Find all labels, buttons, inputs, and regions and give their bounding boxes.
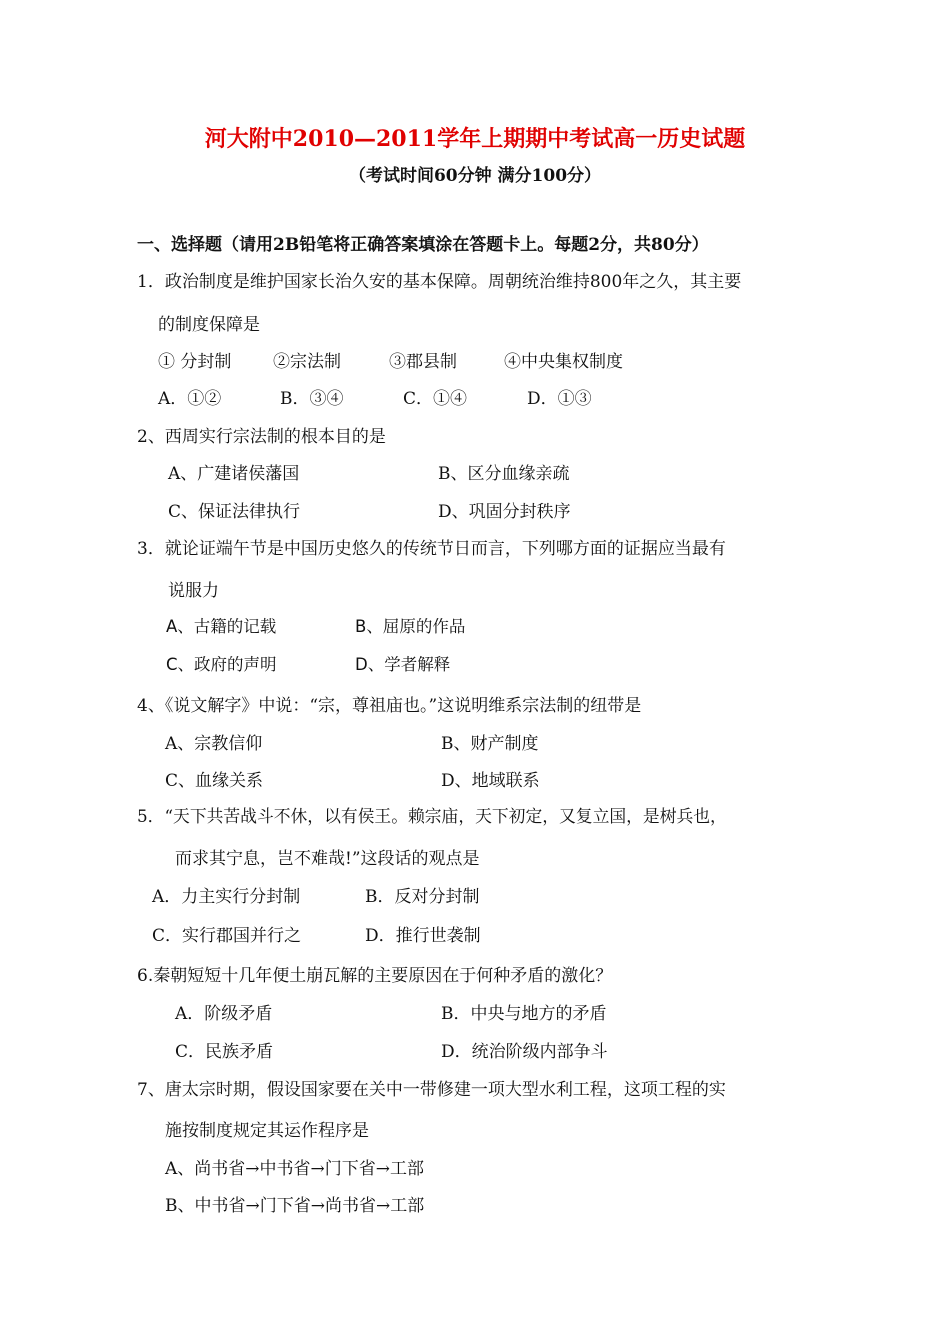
q5-option-b: B．反对分封制 <box>365 887 480 907</box>
q1-item-3: ③郡县制 <box>389 352 457 372</box>
q2-option-c: C、保证法律执行 <box>168 502 301 522</box>
q1-item-4: ④中央集权制度 <box>504 352 623 372</box>
q6-option-d: D．统治阶级内部争斗 <box>441 1042 608 1062</box>
q3-option-a: A、古籍的记载 <box>166 617 277 636</box>
q1-option-c: C．①④ <box>403 389 468 409</box>
q6-option-b: B．中央与地方的矛盾 <box>441 1004 607 1024</box>
q6-option-a: A．阶级矛盾 <box>175 1004 273 1024</box>
q2-option-a: A、广建诸侯藩国 <box>168 464 300 484</box>
q5-option-a: A．力主实行分封制 <box>152 887 301 907</box>
q7-stem-line2: 施按制度规定其运作程序是 <box>165 1121 369 1141</box>
q1-item-1: ① 分封制 <box>158 352 232 372</box>
q1-option-a: A．①② <box>158 389 222 409</box>
q6-option-c: C．民族矛盾 <box>175 1042 274 1062</box>
exam-subtitle: （考试时间60分钟 满分100分） <box>348 166 602 186</box>
q2-option-d: D、巩固分封秩序 <box>438 502 571 522</box>
q7-stem-line1: 7、唐太宗时期，假设国家要在关中一带修建一项大型水利工程，这项工程的实 <box>137 1080 726 1100</box>
q3-stem-line2: 说服力 <box>168 581 219 601</box>
q1-option-d: D．①③ <box>527 389 592 409</box>
section-heading: 一、选择题（请用2B铅笔将正确答案填涂在答题卡上。每题2分，共80分） <box>137 235 709 255</box>
q1-stem-line2: 的制度保障是 <box>158 315 260 335</box>
q7-option-a: A、尚书省→中书省→门下省→工部 <box>165 1159 425 1179</box>
q4-option-a: A、宗教信仰 <box>165 734 263 754</box>
q4-stem: 4、《说文解字》中说：“宗，尊祖庙也。”这说明维系宗法制的纽带是 <box>137 696 642 716</box>
q3-option-b: B、屈原的作品 <box>355 617 466 636</box>
q3-option-d: D、学者解释 <box>355 655 451 674</box>
q3-stem-line1: 3．就论证端午节是中国历史悠久的传统节日而言，下列哪方面的证据应当最有 <box>137 539 726 559</box>
q6-stem: 6.秦朝短短十几年便土崩瓦解的主要原因在于何种矛盾的激化？ <box>137 966 613 986</box>
q1-item-2: ②宗法制 <box>273 352 341 372</box>
q4-option-d: D、地域联系 <box>441 771 540 791</box>
q1-option-b: B．③④ <box>280 389 344 409</box>
q5-option-d: D．推行世袭制 <box>365 926 481 946</box>
q5-option-c: C．实行郡国并行之 <box>152 926 302 946</box>
q4-option-b: B、财产制度 <box>441 734 539 754</box>
exam-title: 河大附中2010—2011学年上期期中考试高一历史试题 <box>204 126 746 152</box>
q5-stem-line1: 5．“天下共苦战斗不休，以有侯王。赖宗庙，天下初定，又复立国，是树兵也， <box>137 806 727 826</box>
q5-stem-line2: 而求其宁息，岂不难哉!”这段话的观点是 <box>175 849 480 869</box>
q1-stem-line1: 1．政治制度是维护国家长治久安的基本保障。周朝统治维持800年之久，其主要 <box>137 272 742 292</box>
q2-stem: 2、西周实行宗法制的根本目的是 <box>137 427 386 447</box>
q3-option-c: C、政府的声明 <box>166 655 277 674</box>
q7-option-b: B、中书省→门下省→尚书省→工部 <box>165 1196 425 1216</box>
q2-option-b: B、区分血缘亲疏 <box>438 464 570 484</box>
q4-option-c: C、血缘关系 <box>165 771 264 791</box>
